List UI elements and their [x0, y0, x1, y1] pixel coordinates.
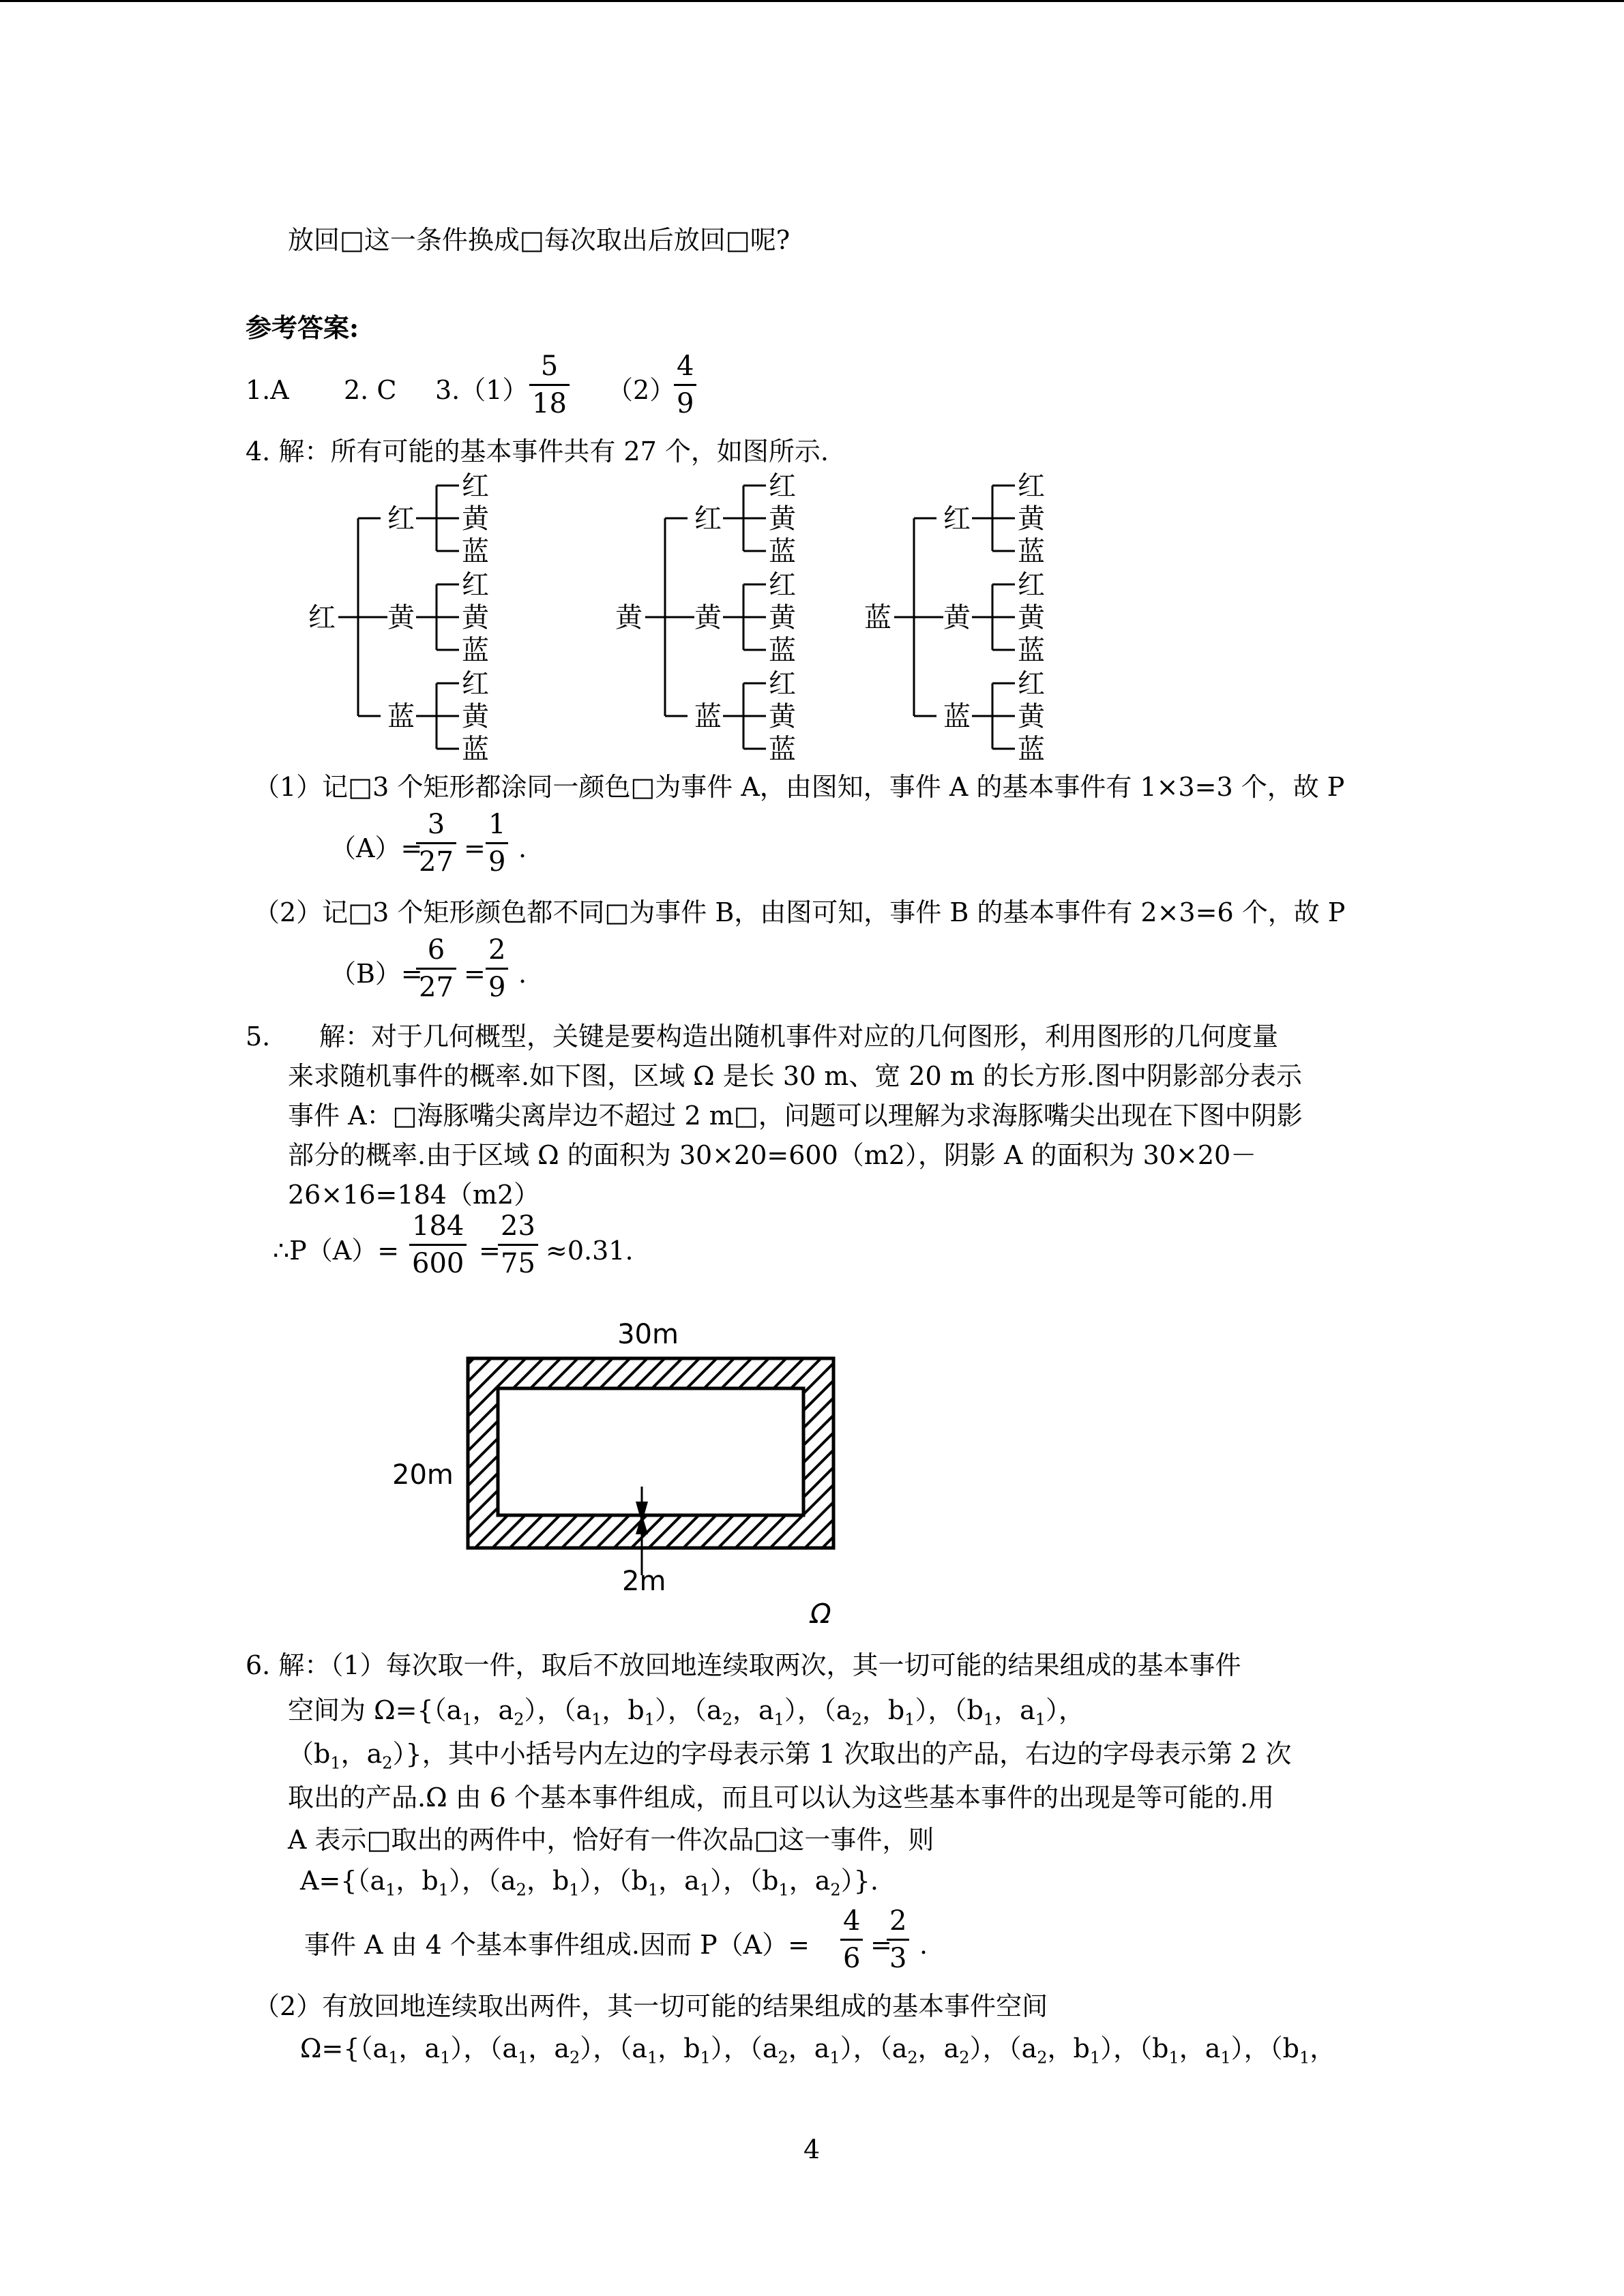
pool-figure: [0, 1309, 1624, 1630]
q6-line3-text: 其中小括号内左边的字母表示第 1 次取出的产品，右边的字母表示第 2 次: [447, 1739, 1292, 1769]
tree-leaf-label: 黄: [1018, 602, 1045, 633]
tree-root-label: 黄: [615, 602, 643, 633]
answers-heading: 参考答案:: [246, 312, 359, 343]
tree-leaf-label: 蓝: [769, 536, 796, 567]
numerator: 1: [488, 809, 506, 840]
tree-mid-label: 黄: [387, 602, 415, 633]
inner-region: [498, 1388, 803, 1515]
tree-mid-label: 蓝: [943, 701, 971, 732]
numerator: 4: [677, 351, 694, 382]
q6-fraction-2: [887, 1903, 909, 1976]
tree-leaf-label: 黄: [769, 701, 796, 732]
tree-leaf-label: 黄: [769, 602, 796, 633]
tree-leaf-label: 蓝: [1018, 734, 1045, 765]
q6-line5: A 表示□取出的两件中，恰好有一件次品□这一事件，则: [288, 1825, 934, 1855]
numerator: 184: [412, 1210, 464, 1242]
period: .: [518, 833, 527, 863]
answer-1: 1.A: [246, 375, 289, 405]
q5-approx: ≈0.31.: [546, 1236, 634, 1266]
numerator: 2: [488, 934, 506, 966]
tree-mid-label: 红: [387, 503, 415, 535]
period: .: [919, 1930, 928, 1960]
denominator: 27: [416, 842, 456, 880]
denominator: 18: [529, 384, 570, 421]
tree-leaf-label: 黄: [769, 503, 796, 535]
equals-sign: =: [479, 1236, 501, 1266]
q6-event-a: $A=\{(a_1$，$b_1$），（$a_2$，$b_1$），（$b_1$，$a_1$），（$b_1$，$a_2$）}.: [300, 1866, 879, 1900]
omega-label: Ω: [810, 1598, 831, 1630]
q5-line4: 部分的概率.由于区域 Ω 的面积为 30×20=600（m2），阴影 A 的面积为 30×20－: [288, 1140, 1257, 1170]
q4-part2-line1: （2）记□3 个矩形颜色都不同□为事件 B，由图可知，事件 B 的基本事件有 2×3=6 个，故 P: [254, 897, 1346, 927]
numerator: 23: [501, 1210, 535, 1242]
denominator: 75: [498, 1244, 538, 1281]
q5-probability-prefix: ∴P（A）=: [273, 1236, 400, 1266]
top-border: [0, 0, 1624, 2]
tree-root-label: 红: [308, 602, 336, 633]
q5-line1: 解：对于几何概型，关键是要构造出随机事件对应的几何图形，利用图形的几何度量: [319, 1022, 1279, 1052]
tree-leaf-label: 蓝: [1018, 536, 1045, 567]
q6-line4: 取出的产品.Ω 由 6 个基本事件组成，而且可以认为这些基本事件的出现是等可能的.用: [288, 1783, 1275, 1813]
equals-sign: =: [464, 959, 486, 989]
page-number: 4: [803, 2134, 821, 2164]
answer-3-1-fraction: [529, 348, 570, 421]
tree-leaf-label: 蓝: [769, 734, 796, 765]
tree-root-label: 蓝: [864, 602, 891, 633]
denominator: 9: [486, 968, 508, 1005]
tree-leaf-label: 红: [1018, 668, 1045, 700]
tree-leaf-label: 黄: [462, 503, 489, 535]
tree-leaf-label: 蓝: [462, 635, 489, 666]
width-label: 30m: [617, 1319, 679, 1350]
answer-3-2-fraction: [674, 348, 696, 421]
numerator: 2: [889, 1905, 907, 1937]
q6-sample-space-line: 空间为 $\Omega=\{(a_1$，$a_2$），（$a_1$，$b_1$），（$a_2$，$a_1$），（$a_2$，$b_1$），（$b_1$，$a_1$），: [288, 1695, 1085, 1729]
tree-leaf-label: 红: [769, 668, 796, 700]
q6-line8: （2）有放回地连续取出两件，其一切可能的结果组成的基本事件空间: [254, 1991, 1048, 2021]
margin-label: 2m: [622, 1566, 666, 1597]
q6-fraction-1: [840, 1903, 863, 1976]
tree-leaf-label: 红: [462, 668, 489, 700]
equals-sign: =: [870, 1930, 892, 1960]
q4-part2-fraction-1: [416, 932, 456, 1005]
tree-leaf-label: 黄: [1018, 503, 1045, 535]
tree-leaf-label: 蓝: [462, 734, 489, 765]
denominator: 600: [409, 1244, 467, 1281]
tree-mid-label: 红: [943, 503, 971, 535]
denominator: 6: [840, 1939, 863, 1976]
tree-leaf-label: 红: [462, 569, 489, 601]
tree-leaf-label: 蓝: [769, 635, 796, 666]
numerator: 5: [540, 351, 559, 382]
tree-mid-label: 黄: [943, 602, 971, 633]
q5-fraction-1: [409, 1208, 467, 1281]
q5-line2: 来求随机事件的概率.如下图，区域 Ω 是长 30 m、宽 20 m 的长方形.图中阴影部分表示: [288, 1061, 1302, 1091]
height-label: 20m: [392, 1459, 454, 1491]
tree-leaf-label: 黄: [462, 602, 489, 633]
q6-sample-space-2: $\Omega=\{(a_1$，$a_1$），（$a_1$，$a_2$），（$a_1$，$b_1$），（$a_2$，$a_1$），（$a_2$，$a_2$），（$a_2$，$b_1$），（$b_1$，$a_1$），（$b_1$，: [300, 2033, 1336, 2068]
numerator: 4: [843, 1905, 861, 1937]
tree-leaf-label: 黄: [462, 701, 489, 732]
tree-leaf-label: 红: [769, 569, 796, 601]
q4-part1-prefix: （A）=: [330, 833, 423, 863]
tree-leaf-label: 红: [769, 471, 796, 502]
tree-leaf-label: 红: [1018, 569, 1045, 601]
tree-mid-label: 红: [694, 503, 722, 535]
q5-fraction-2: [498, 1208, 538, 1281]
tree-mid-label: 蓝: [387, 701, 415, 732]
denominator: 9: [486, 842, 508, 880]
q5-number: 5.: [246, 1022, 271, 1052]
tree-leaf-label: 红: [462, 471, 489, 502]
q4-part2-fraction-2: [486, 932, 508, 1005]
equals-sign: =: [464, 833, 486, 863]
answer-2: 2. C: [344, 375, 397, 405]
q4-part1-fraction-2: [486, 807, 508, 880]
answer-3-prefix: 3.（1）: [435, 375, 529, 405]
denominator: 3: [887, 1939, 909, 1976]
answer-3-2-prefix: （2）: [607, 375, 676, 405]
q5-line3: 事件 A：□海豚嘴尖离岸边不超过 2 m□，问题可以理解为求海豚嘴尖出现在下图中阴影: [288, 1101, 1303, 1131]
tree-mid-label: 黄: [694, 602, 722, 633]
numerator: 6: [427, 934, 445, 966]
q4-intro: 4. 解：所有可能的基本事件共有 27 个，如图所示.: [246, 436, 829, 466]
tree-leaf-label: 黄: [1018, 701, 1045, 732]
q6-line7-prefix: 事件 A 由 4 个基本事件组成.因而 P（A）=: [304, 1930, 810, 1960]
q4-part1-fraction-1: [416, 807, 456, 880]
q4-part2-prefix: （B）=: [330, 959, 423, 989]
tree-leaf-label: 红: [1018, 471, 1045, 502]
q4-part1-line1: （1）记□3 个矩形都涂同一颜色□为事件 A，由图知，事件 A 的基本事件有 1×3=3 个，故 P: [254, 772, 1345, 802]
tree-mid-label: 蓝: [694, 701, 722, 732]
tree-leaf-label: 蓝: [462, 536, 489, 567]
q5-line5: 26×16=184（m2）: [288, 1180, 540, 1210]
tree-leaf-label: 蓝: [1018, 635, 1045, 666]
tree-diagram: [0, 464, 1624, 777]
numerator: 3: [427, 809, 445, 840]
q6-line3: （$b_1$，$a_2$）}，其中小括号内左边的字母表示第 1 次取出的产品，右边的字母表示第 2 次: [288, 1739, 1292, 1773]
denominator: 27: [416, 968, 456, 1005]
q6-line1: 6. 解：（1）每次取一件，取后不放回地连续取两次，其一切可能的结果组成的基本事件: [246, 1650, 1241, 1680]
denominator: 9: [674, 384, 696, 421]
period: .: [518, 959, 527, 989]
intro-line: 放回□这一条件换成□每次取出后放回□呢?: [288, 225, 791, 255]
